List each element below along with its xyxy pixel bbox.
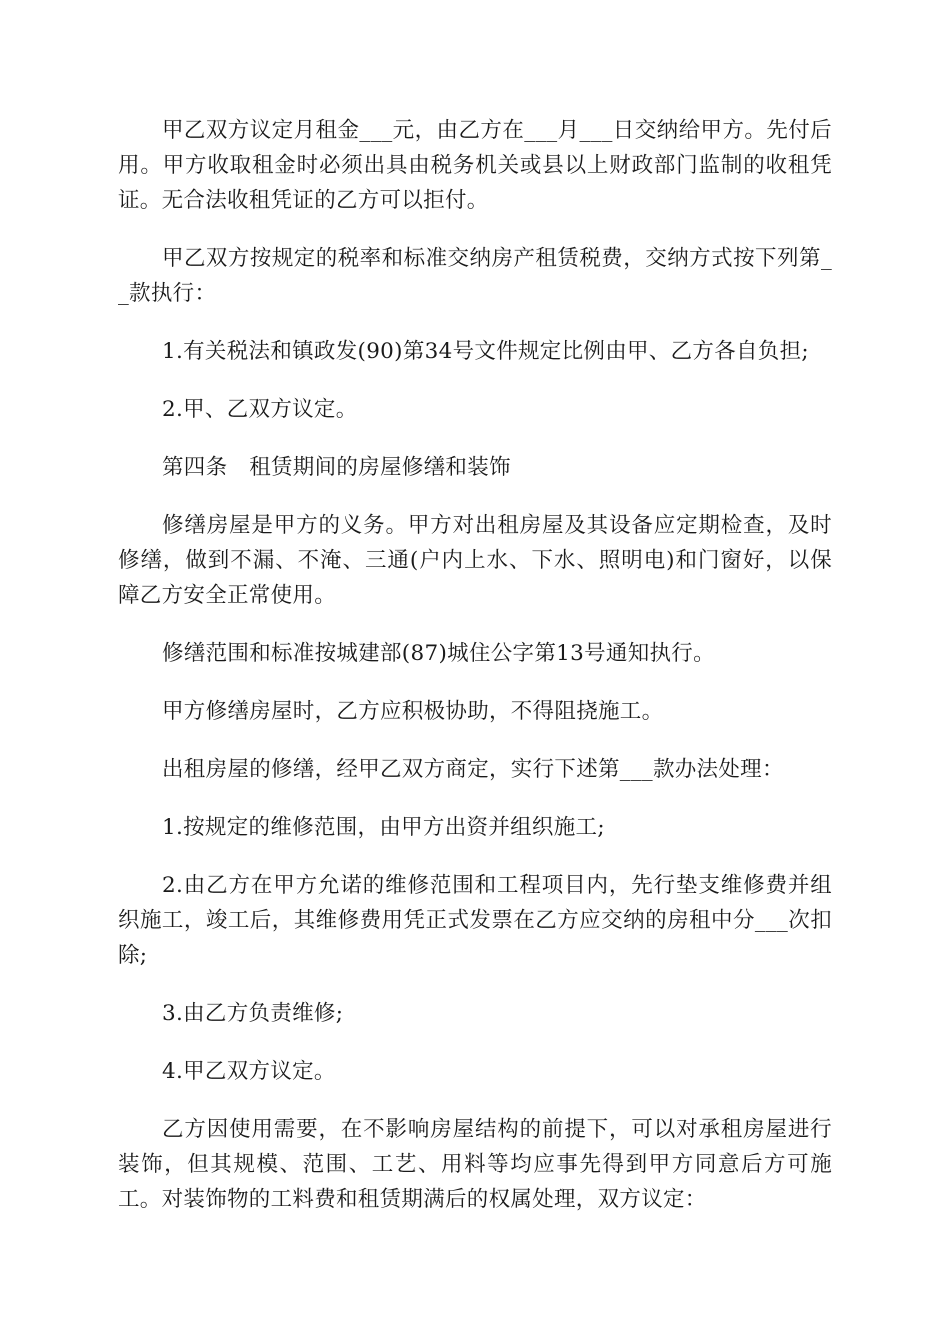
paragraph-rent-payment: 甲乙双方议定月租金___元，由乙方在___月___日交纳给甲方。先付后用。甲方收取租金时必须出具由税务机关或县以上财政部门监制的收租凭证。无合法收租凭证的乙方可以拒付。 <box>118 118 832 213</box>
paragraph-repair-option-4: 4.甲乙双方议定。 <box>162 1059 336 1084</box>
paragraph-repair-duty: 修缮房屋是甲方的义务。甲方对出租房屋及其设备应定期检查，及时修缮，做到不漏、不淹、三通(户内上水、下水、照明电)和门窗好，以保障乙方安全正常使用。 <box>118 513 832 608</box>
paragraph-tax-method: 甲乙双方按规定的税率和标准交纳房产租赁税费，交纳方式按下列第__款执行： <box>118 246 832 306</box>
document-body <box>118 113 832 1240</box>
paragraph-repair-option-2: 2.由乙方在甲方允诺的维修范围和工程项目内，先行垫支维修费并组织施工，竣工后，其维修费用凭正式发票在乙方应交纳的房租中分___次扣除; <box>118 873 832 968</box>
paragraph-repair-option-1: 1.按规定的维修范围，由甲方出资并组织施工; <box>162 815 605 840</box>
paragraph-repair-cooperation: 甲方修缮房屋时，乙方应积极协助，不得阻挠施工。 <box>162 699 664 724</box>
section-heading-article-4: 第四条 租赁期间的房屋修缮和装饰 <box>162 455 511 480</box>
paragraph-decoration: 乙方因使用需要，在不影响房屋结构的前提下，可以对承租房屋进行装饰，但其规模、范围、工艺、用料等均应事先得到甲方同意后方可施工。对装饰物的工料费和租赁期满后的权属处理，双方议定： <box>118 1117 832 1212</box>
paragraph-tax-option-1: 1.有关税法和镇政发(90)第34号文件规定比例由甲、乙方各自负担; <box>162 339 809 364</box>
paragraph-repair-option-3: 3.由乙方负责维修; <box>162 1001 344 1026</box>
paragraph-tax-option-2: 2.甲、乙双方议定。 <box>162 397 358 422</box>
paragraph-repair-method: 出租房屋的修缮，经甲乙双方商定，实行下述第___款办法处理： <box>162 757 784 782</box>
paragraph-repair-standard: 修缮范围和标准按城建部(87)城住公字第13号通知执行。 <box>162 641 715 666</box>
